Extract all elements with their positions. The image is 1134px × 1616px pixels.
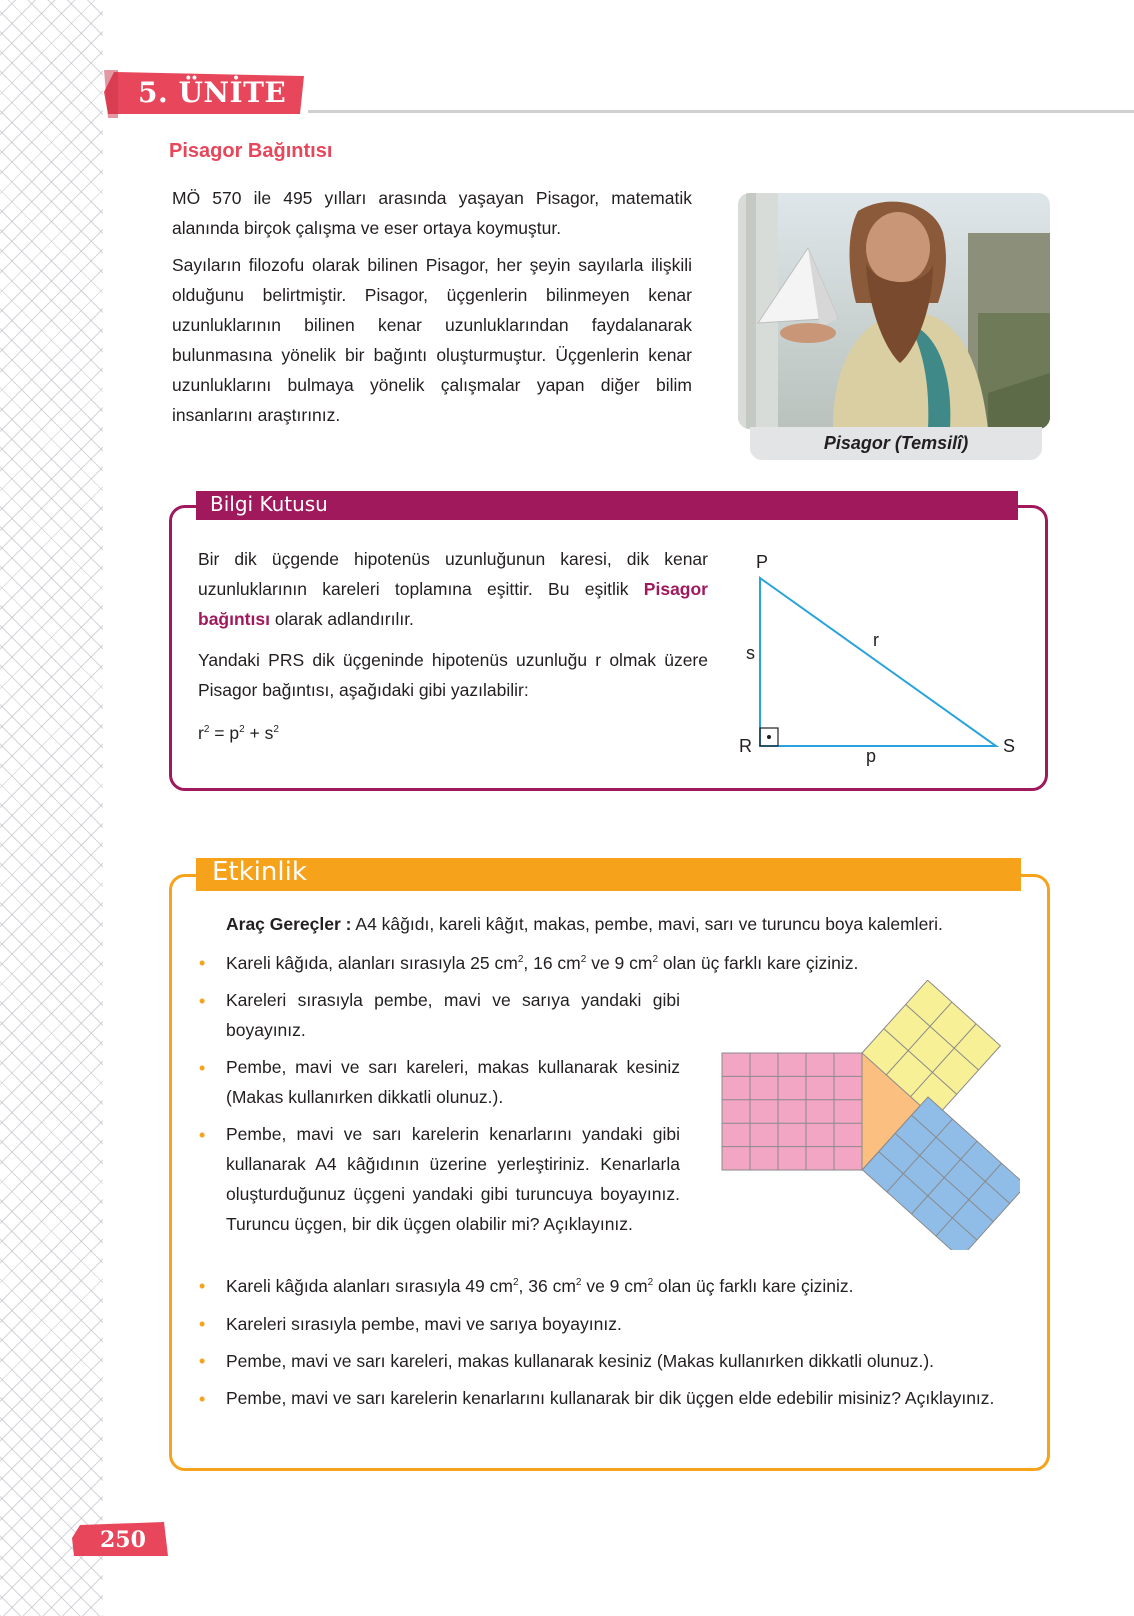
info-paragraph-1: Bir dik üçgende hipotenüs uzunluğunun karesi, dik kenar uzunluklarının kareleri toplamına eşittir. Bu eşitlik Pisagor bağıntısı olarak adlandırılır. [198,549,708,629]
vertex-label-R: R [739,736,752,756]
side-label-s: s [746,643,755,663]
activity-header [196,858,1021,891]
decorative-side-pattern [0,0,103,1616]
image-caption: Pisagor (Temsilî) [823,433,969,453]
info-paragraph-2: Yandaki PRS dik üçgeninde hipotenüs uzunluğu r olmak üzere Pisagor bağıntısı, aşağıdaki gibi yazılabilir: [198,650,708,700]
bullet: • [199,1351,206,1371]
header-rule [308,110,1134,113]
activity-item-2: Kareleri sırasıyla pembe, mavi ve sarıya yandaki gibi boyayınız. [226,990,680,1040]
bullet: • [199,1389,206,1409]
activity-item-4: Pembe, mavi ve sarı karelerin kenarlarını yandaki gibi kullanarak A4 kâğıdının üzerine yerleştiriniz. Kenarlarla oluşturduğunuz üçgeni yandaki gibi turuncuya boyayınız. Turuncu üçgen, bir dik üçgen olabilir mi? Açıklayınız. [226,1124,680,1234]
activity-item-7: Pembe, mavi ve sarı kareleri, makas kullanarak kesiniz (Makas kullanırken dikkatli olunuz.). [226,1351,935,1371]
pythagorean-formula: $r^2 = p^2 + s^2$ [198,723,279,743]
bullet: • [199,1125,206,1145]
intro-paragraph-2: Sayıların filozofu olarak bilinen Pisagor, her şeyin sayılarla ilişkili olduğunu belirtmiştir. Pisagor, üçgenlerin bilinmeyen kenar uzunluklarının bilinen kenar uzunluklarından faydalanarak bulunmasına yönelik bir bağıntı oluşturmuştur. Üçgenlerin kenar uzunluklarını bulmaya yönelik çalışmalar yapan diğer bilim insanlarını araştırınız. [172,255,692,425]
activity-item-3: Pembe, mavi ve sarı kareleri, makas kullanarak kesiniz (Makas kullanırken dikkatli olunuz.). [226,1057,680,1107]
info-box-title: Bilgi Kutusu [210,492,328,516]
activity-item-8: Pembe, mavi ve sarı karelerin kenarlarını kullanarak bir dik üçgen elde edebilir misiniz? Açıklayınız. [226,1388,995,1408]
intro-paragraph-1: MÖ 570 ile 495 yılları arasında yaşayan Pisagor, matematik alanında birçok çalışma ve eser ortaya koymuştur. [172,188,692,238]
bullet: • [199,991,206,1011]
pythagoras-illustration [738,193,1050,429]
activity-title: Etkinlik [212,857,307,887]
activity-item-6: Kareleri sırasıyla pembe, mavi ve sarıya boyayınız. [226,1314,622,1334]
pink-square [722,1053,862,1170]
side-label-r: r [873,630,879,650]
bullet: • [199,953,206,973]
activity-item-5: Kareli kâğıda alanları sırasıyla 49 $cm^2$, 36 $cm^2$ ve 9 $cm^2$ olan üç farklı kare çiziniz. [226,1276,854,1296]
page-number: 250 [100,1527,146,1553]
vertex-label-P: P [756,552,769,572]
activity-item-1: Kareli kâğıda, alanları sırasıyla 25 $cm^2$, 16 $cm^2$ ve 9 $cm^2$ olan üç farklı kare çiziniz. [226,953,859,973]
bullet: • [199,1276,206,1296]
vertex-label-S: S [1003,736,1016,756]
materials-line: Araç Gereçler : A4 kâğıdı, kareli kâğıt, makas, pembe, mavi, sarı ve turuncu boya kalemleri. [226,914,943,934]
side-label-p: p [866,746,877,766]
right-triangle-diagram [730,560,1010,760]
section-title: Pisagor Bağıntısı [169,140,333,162]
unit-title: 5. ÜNİTE [138,76,287,109]
pythagorean-squares-diagram [710,980,1020,1250]
bullet: • [199,1314,206,1334]
bullet: • [199,1058,206,1078]
